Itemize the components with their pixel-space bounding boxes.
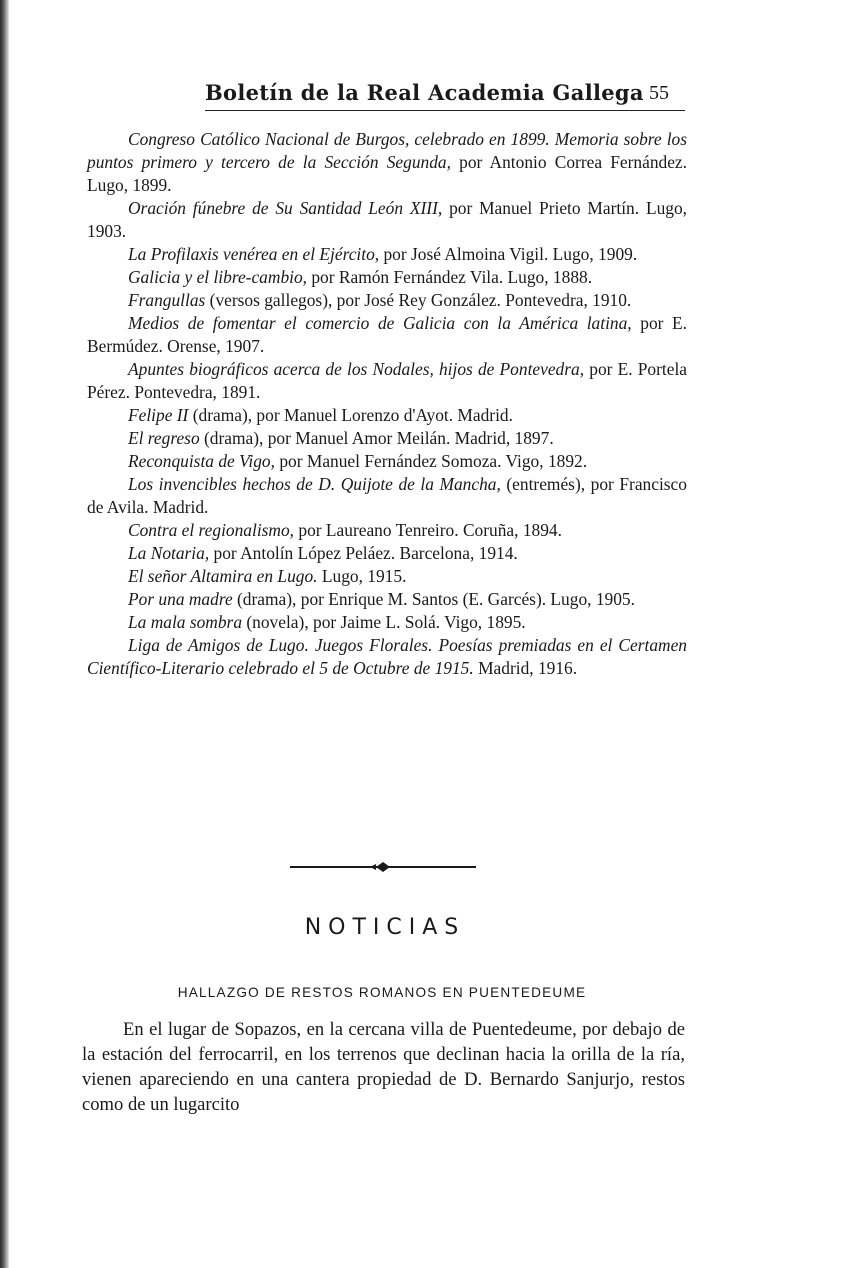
entry-title: La Profilaxis venérea en el Ejército, — [128, 244, 380, 264]
entry-title: La Notaria, — [128, 543, 210, 563]
entry-details: por Manuel Prieto Martín. Lugo, 1903. — [87, 198, 687, 241]
entry-details: (entremés), por Francisco de Avila. Madrid. — [87, 474, 687, 517]
section-title-noticias: NOTICIAS — [304, 915, 466, 940]
bibliography-entry — [87, 243, 687, 266]
entry-details: Madrid, 1916. — [473, 658, 578, 678]
entry-title: Congreso Católico Nacional de Burgos, celebrado en 1899. Memoria sobre los puntos primero y tercero de la Sección Segunda, — [87, 129, 687, 172]
entry-details: (drama), por Enrique M. Santos (E. Garcés). Lugo, 1905. — [232, 589, 635, 609]
entry-title: Contra el regionalismo, — [128, 520, 295, 540]
bibliography-entry — [87, 358, 687, 404]
bibliography-entry — [87, 634, 687, 680]
entry-title: El regreso — [128, 428, 200, 448]
entry-title: Felipe II — [128, 405, 189, 425]
entry-details: (drama), por Manuel Lorenzo d'Ayot. Madrid. — [188, 405, 513, 425]
entry-details: por José Almoina Vigil. Lugo, 1909. — [379, 244, 638, 264]
entry-details: por Antolín López Peláez. Barcelona, 1914. — [209, 543, 518, 563]
page-header — [205, 80, 685, 110]
entry-title: Frangullas — [128, 290, 206, 310]
running-title: Boletín de la Real Academia Gallega — [205, 80, 644, 105]
bibliography-entry — [87, 473, 687, 519]
bibliography-entry — [87, 588, 687, 611]
bibliography-entry — [87, 565, 687, 588]
entry-details: por E. Bermúdez. Orense, 1907. — [87, 313, 687, 356]
entry-title: Medios de fomentar el comercio de Galicia con la América latina, — [128, 313, 632, 333]
bibliography-list — [87, 128, 687, 680]
bibliography-entry — [87, 542, 687, 565]
bibliography-entry — [87, 519, 687, 542]
entry-details: (versos gallegos), por José Rey González. Pontevedra, 1910. — [205, 290, 632, 310]
entry-title: El señor Altamira en Lugo. — [128, 566, 318, 586]
entry-details: por Ramón Fernández Vila. Lugo, 1888. — [307, 267, 593, 287]
section-divider-ornament — [290, 860, 476, 874]
entry-title: La mala sombra — [128, 612, 243, 632]
entry-title: Por una madre — [128, 589, 233, 609]
bibliography-entry — [87, 197, 687, 243]
entry-details: Lugo, 1915. — [317, 566, 407, 586]
entry-details: por E. Portela Pérez. Pontevedra, 1891. — [87, 359, 687, 402]
page-number: 55 — [649, 82, 669, 104]
news-subheading: HALLAZGO DE RESTOS ROMANOS EN PUENTEDEUME — [177, 985, 587, 1000]
header-rule — [205, 110, 685, 111]
bibliography-entry — [87, 128, 687, 197]
entry-details: por Manuel Fernández Somoza. Vigo, 1892. — [274, 451, 588, 471]
bibliography-entry — [87, 427, 687, 450]
bibliography-entry — [87, 266, 687, 289]
entry-title: Los invencibles hechos de D. Quijote de la Mancha, — [128, 474, 501, 494]
entry-details: (drama), por Manuel Amor Meilán. Madrid, 1897. — [199, 428, 554, 448]
entry-title: Oración fúnebre de Su Santidad León XIII, — [128, 198, 443, 218]
bibliography-entry — [87, 611, 687, 634]
entry-title: Galicia y el libre-cambio, — [128, 267, 308, 287]
bibliography-entry — [87, 404, 687, 427]
news-paragraph: En el lugar de Sopazos, en la cercana villa de Puentedeume, por debajo de la estación del ferrocarril, en los terrenos que declinan hacia la orilla de la ría, vienen apareciendo en una cantera propiedad de D. Bernardo Sanjurjo, restos como de un lugarcito — [82, 1019, 685, 1115]
entry-details: por Laureano Tenreiro. Coruña, 1894. — [294, 520, 562, 540]
bibliography-entry — [87, 289, 687, 312]
entry-title: Reconquista de Vigo, — [128, 451, 275, 471]
entry-details: (novela), por Jaime L. Solá. Vigo, 1895. — [242, 612, 526, 632]
bibliography-entry — [87, 450, 687, 473]
bibliography-entry — [87, 312, 687, 358]
entry-details: por Antonio Correa Fernández. Lugo, 1899. — [87, 152, 687, 195]
page-binding-edge — [0, 0, 9, 1268]
entry-title: Liga de Amigos de Lugo. Juegos Florales. Poesías premiadas en el Certamen Científico-Literario celebrado el 5 de Octubre de 1915. — [87, 635, 687, 678]
entry-title: Apuntes biográficos acerca de los Nodales, hijos de Pontevedra, — [128, 359, 585, 379]
